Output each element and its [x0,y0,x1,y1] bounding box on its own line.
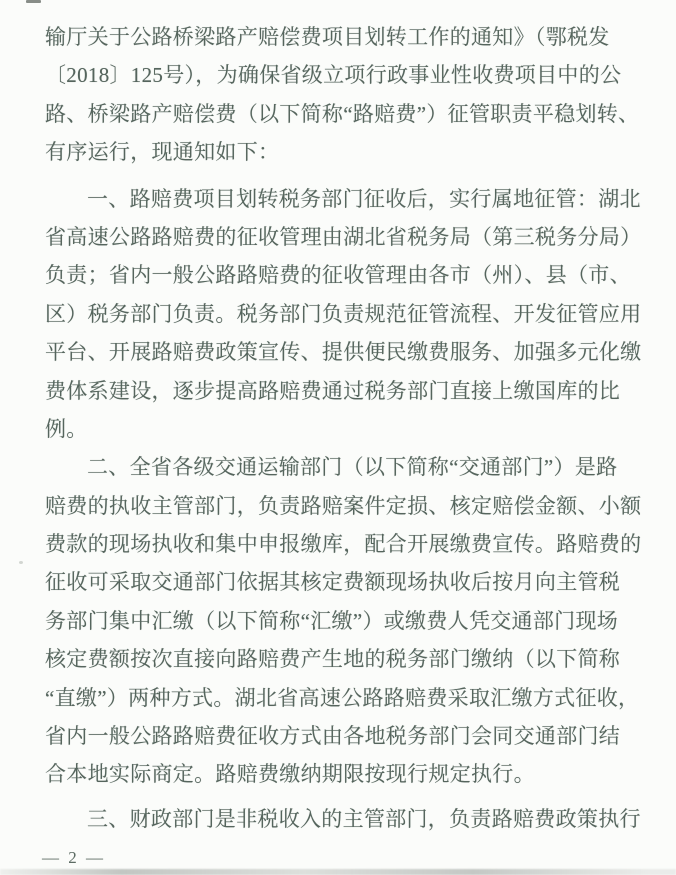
document-line: 输厅关于公路桥梁路产赔偿费项目划转工作的通知》（鄂税发 [45,25,610,49]
page-number: — 2 — [42,848,106,867]
document-line: 合本地实际商定。路赔费缴纳期限按现行规定执行。 [45,762,535,787]
document-line: 平台、开展路赔费政策宣传、提供便民缴费服务、加强多元化缴 [45,340,642,365]
document-line: “直缴”）两种方式。湖北省高速公路路赔费采取汇缴方式征收， [45,685,640,710]
document-line: 核定费额按次直接向路赔费产生地的税务部门缴纳（以下简称 [45,647,621,672]
document-line-section-1: 一、路赔费项目划转税务部门征收后，实行属地征管：湖北 [87,186,641,211]
document-line: 征收可采取交通部门依据其核定费额现场执收后按月向主管税 [45,570,621,595]
document-line: 路、桥梁路产赔偿费（以下简称“路赔费”）征管职责平稳划转、 [45,101,640,126]
scan-artifact-top-edge [26,0,41,3]
document-line: 赔费的执收主管部门，负责路赔案件定损、核定赔偿金额、小额 [45,493,642,518]
document-line: 例。 [45,416,88,441]
document-line: 负责；省内一般公路路赔费的征收管理由各市（州）、县（市、 [45,263,631,288]
document-line: 区）税务部门负责。税务部门负责规范征管流程、开发征管应用 [45,301,642,326]
document-line-section-3: 三、财政部门是非税收入的主管部门，负责路赔费政策执行 [87,806,641,831]
scan-artifact-bottom-edge [0,869,676,875]
document-line: 务部门集中汇缴（以下简称“汇缴”）或缴费人凭交通部门现场 [45,608,619,633]
document-line: 费款的现场执收和集中申报缴库，配合开展缴费宣传。路赔费的 [45,532,642,557]
document-line-section-2: 二、全省各级交通运输部门（以下简称“交通部门”）是路 [87,455,618,480]
document-line: 有序运行，现通知如下： [45,140,280,165]
document-line: 费体系建设，逐步提高路赔费通过税务部门直接上缴国库的比 [45,378,621,403]
document-line: 省高速公路路赔费的征收管理由湖北省税务局（第三税务分局） [45,224,642,249]
scan-artifact-speck [19,561,23,564]
document-line: 省内一般公路路赔费征收方式由各地税务部门会同交通部门结 [45,724,621,749]
document-line: 〔2018〕125号），为确保省级立项行政事业性收费项目中的公 [45,63,622,88]
document-body [45,18,650,838]
